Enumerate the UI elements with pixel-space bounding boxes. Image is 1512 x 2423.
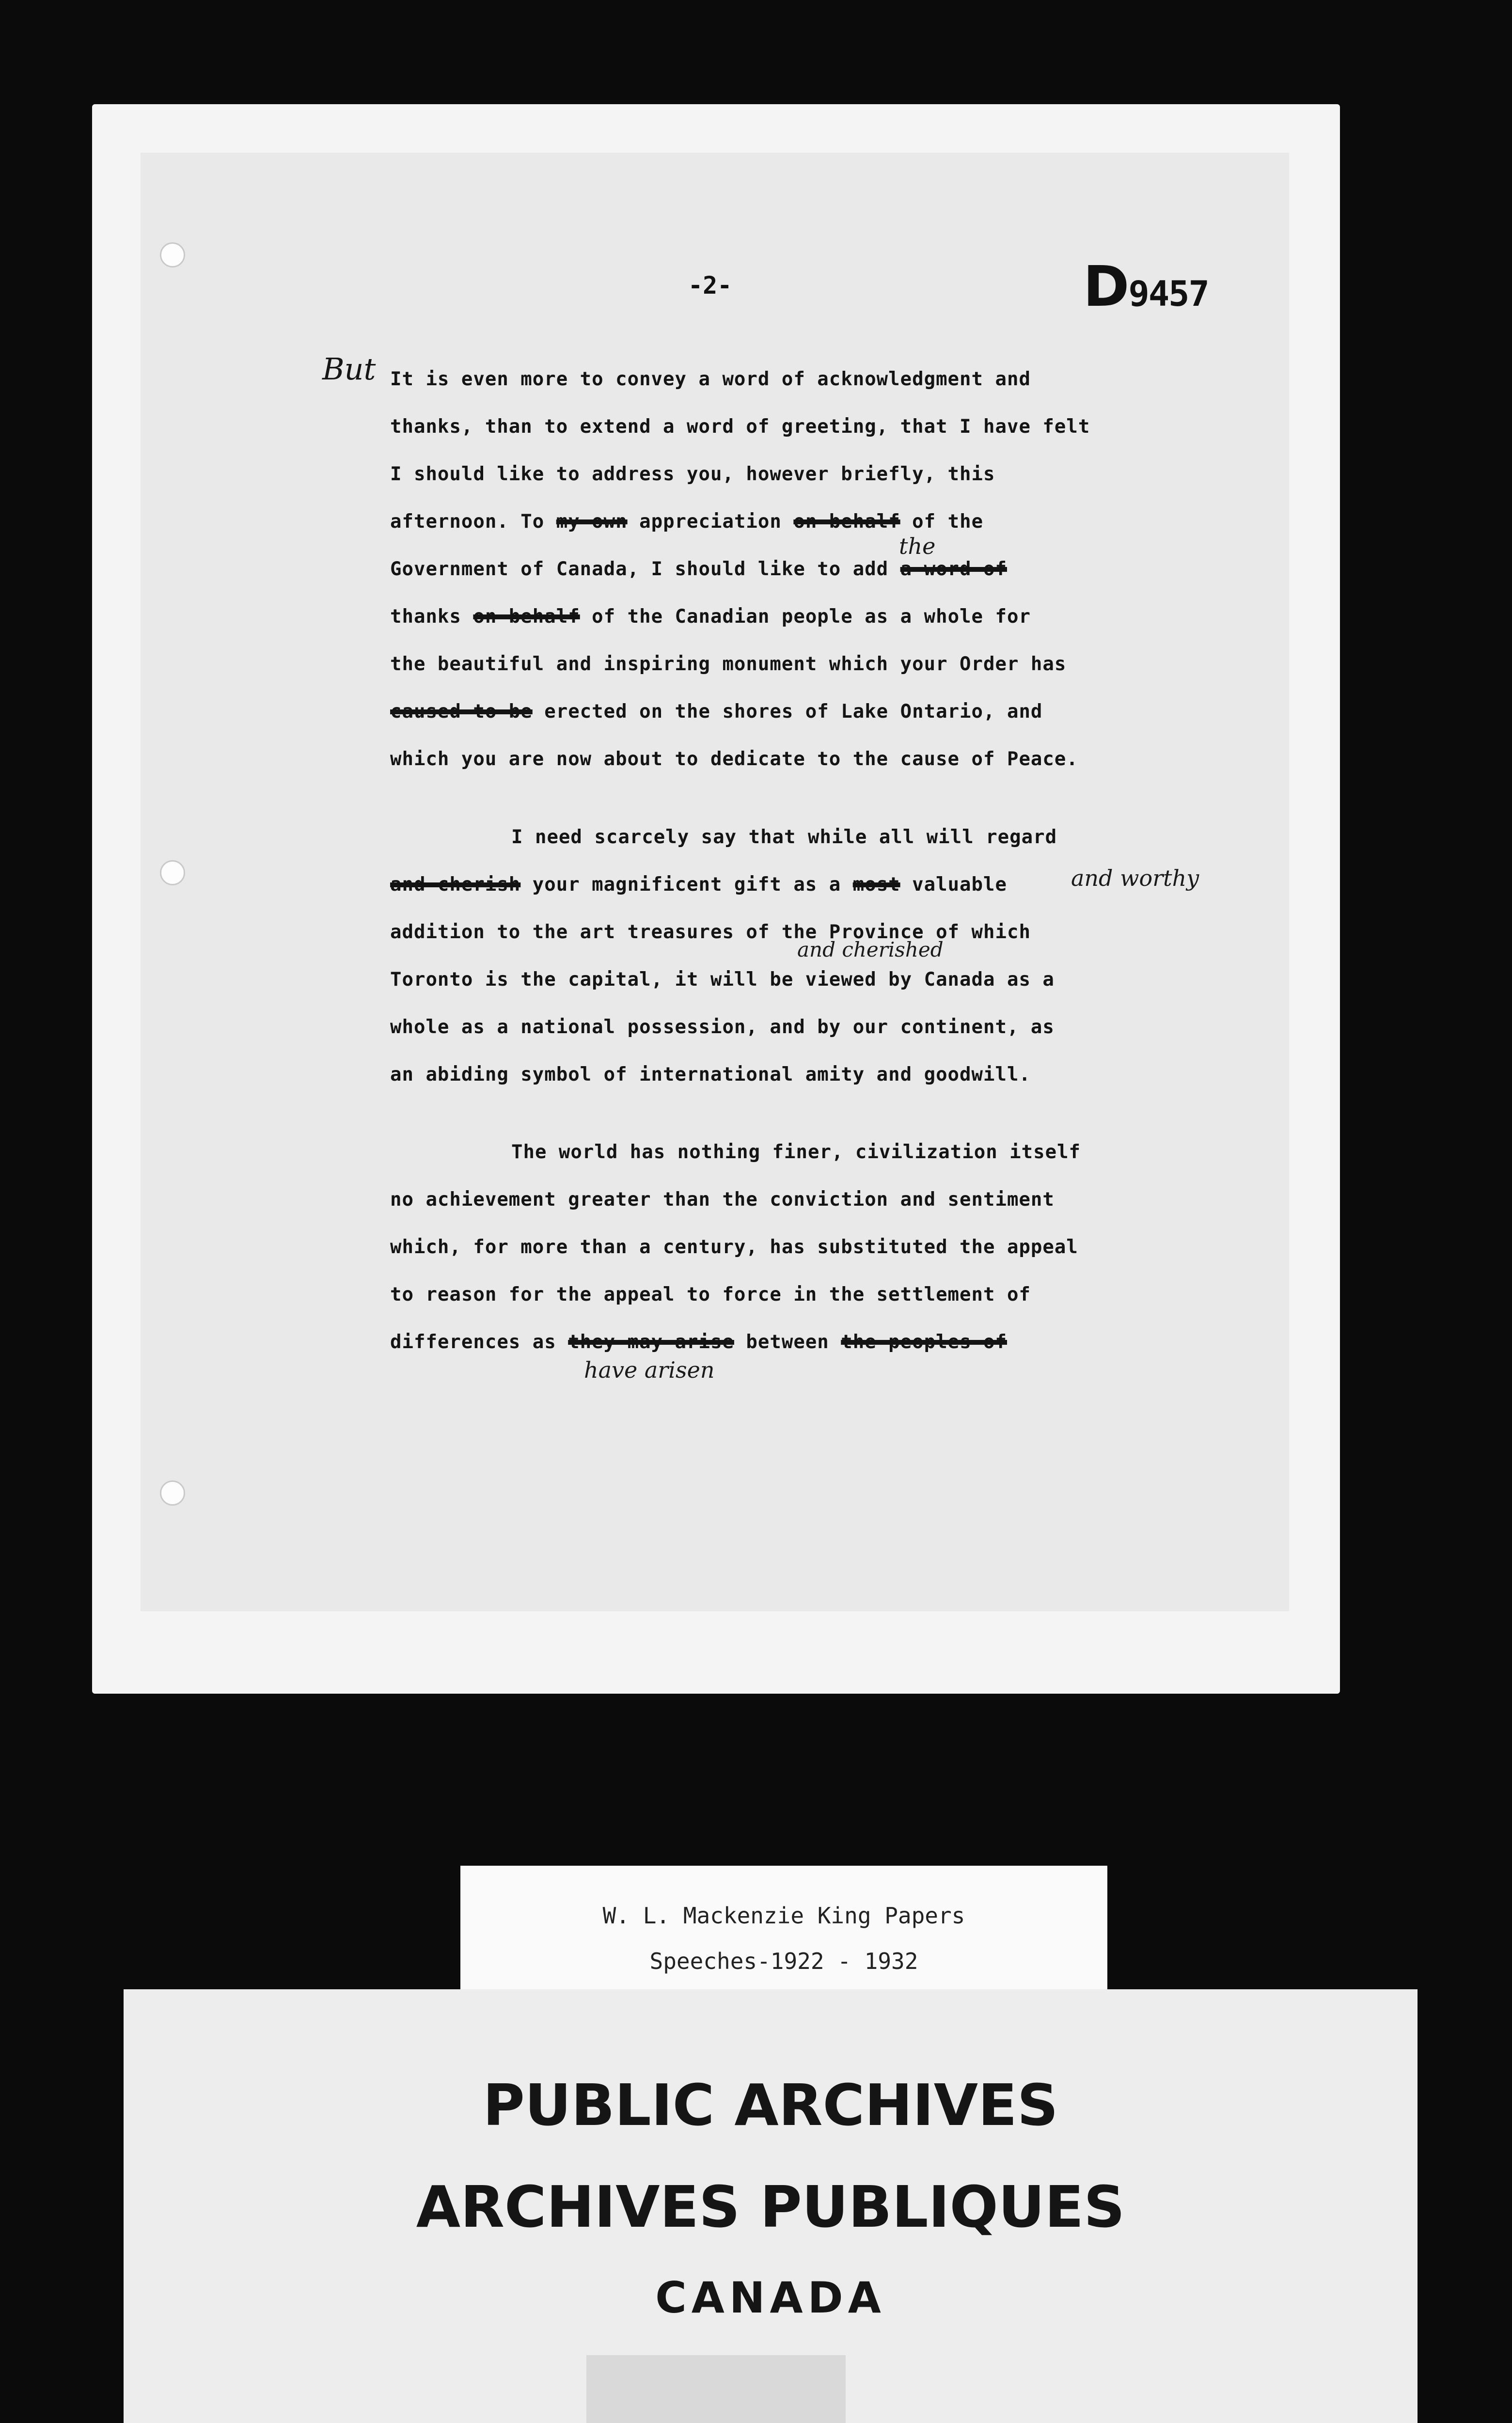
struck-text: on behalf — [793, 511, 900, 533]
text-line: which you are now about to dedicate to the cause of Peace. — [390, 748, 1078, 770]
text-line — [390, 511, 983, 533]
punch-hole-bottom — [160, 1480, 185, 1506]
label-tab — [586, 2355, 846, 2423]
struck-text: caused to be — [390, 701, 533, 723]
text-span: erected on the shores of Lake Ontario, and — [532, 701, 1043, 723]
text-span: between — [734, 1331, 841, 1353]
struck-text: most — [852, 874, 900, 896]
text-span: of the Canadian people as a whole for — [580, 606, 1031, 628]
text-line: Toronto is the capital, it will be viewed by Canada as a — [390, 969, 1055, 991]
text-line — [390, 701, 1042, 723]
archives-country: CANADA — [655, 2273, 886, 2323]
text-span: differences as — [390, 1331, 568, 1353]
archives-english: PUBLIC ARCHIVES — [483, 2072, 1058, 2139]
text-line: addition to the art treasures of the Province of which — [390, 921, 1031, 943]
punch-hole-middle — [160, 860, 185, 885]
text-span: thanks — [390, 606, 473, 628]
handwritten-and-cherished: and cherished — [797, 938, 944, 961]
handwritten-have-arisen: have arisen — [584, 1357, 715, 1383]
struck-text: and cherish — [390, 874, 521, 896]
text-line: no achievement greater than the conviction and sentiment — [390, 1189, 1055, 1211]
document-id-prefix: D — [1083, 254, 1129, 319]
text-span: afternoon. To — [390, 511, 556, 533]
archives-french: ARCHIVES PUBLIQUES — [416, 2173, 1125, 2240]
text-line: to reason for the appeal to force in the settlement of — [390, 1284, 1031, 1306]
struck-text: my own — [556, 511, 628, 533]
text-span: appreciation — [627, 511, 794, 533]
text-span: your magnificent gift as a — [532, 874, 853, 896]
text-line — [390, 558, 1007, 580]
text-line — [390, 874, 1007, 896]
text-line — [390, 1331, 1007, 1353]
document-id — [1083, 254, 1209, 319]
text-span: Government of Canada, I should like to add — [390, 558, 900, 580]
papers-series: Speeches-1922 - 1932 — [649, 1948, 918, 1974]
papers-title: W. L. Mackenzie King Papers — [602, 1903, 965, 1929]
struck-text: a word of — [900, 558, 1007, 580]
page-number: -2- — [688, 271, 732, 299]
text-line: the beautiful and inspiring monument which your Order has — [390, 653, 1067, 675]
text-line: an abiding symbol of international amity and goodwill. — [390, 1064, 1031, 1086]
text-line: I need scarcely say that while all will regard — [511, 826, 1057, 848]
text-line: It is even more to convey a word of acknowledgment and — [390, 368, 1031, 390]
text-line: which, for more than a century, has substituted the appeal — [390, 1236, 1078, 1258]
text-span: valuable — [900, 874, 1007, 896]
text-line: whole as a national possession, and by our continent, as — [390, 1016, 1055, 1038]
margin-note-but: But — [322, 351, 376, 387]
handwritten-and-worthy: and worthy — [1071, 865, 1199, 891]
text-line — [390, 606, 1031, 628]
text-line: I should like to address you, however briefly, this — [390, 463, 995, 485]
text-line: thanks, than to extend a word of greeting, that I have felt — [390, 416, 1090, 438]
struck-text: on behalf — [473, 606, 580, 628]
struck-text: they may arise — [568, 1331, 734, 1353]
handwritten-the: the — [899, 533, 936, 559]
text-line: The world has nothing finer, civilization itself — [511, 1141, 1081, 1163]
document-id-number: 9457 — [1128, 273, 1209, 314]
punch-hole-top — [160, 242, 185, 267]
struck-text: the peoples of — [841, 1331, 1007, 1353]
text-span: of the — [900, 511, 984, 533]
